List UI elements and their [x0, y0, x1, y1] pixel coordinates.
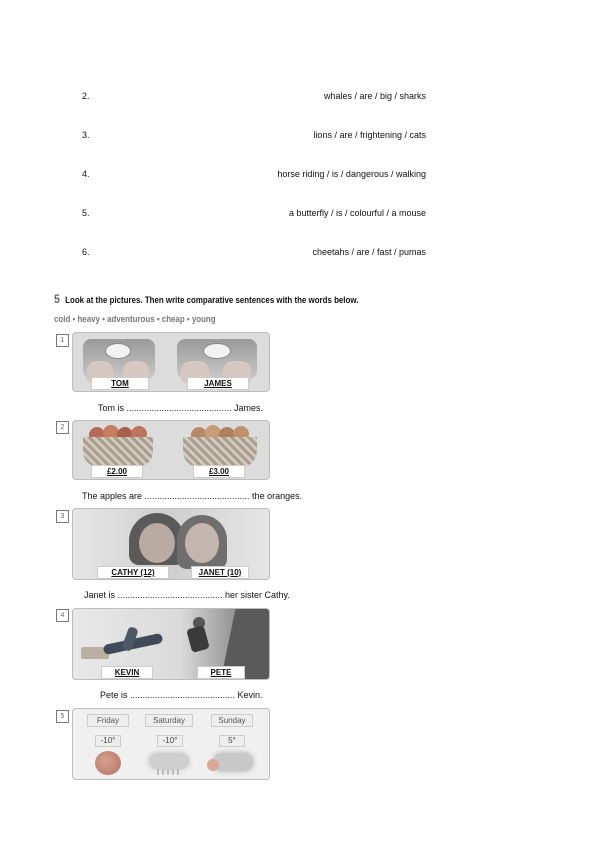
- picture-sisters: [72, 508, 270, 580]
- price-apples: £2.00: [91, 465, 143, 478]
- item-number-box: 1: [56, 334, 69, 347]
- face-cathy: [139, 523, 175, 563]
- picture-weather: [72, 708, 270, 780]
- exercise-heading: [54, 292, 358, 306]
- item-number-box: 2: [56, 421, 69, 434]
- word-bank: cold • heavy • adventurous • cheap • young: [54, 314, 216, 324]
- label-tom: TOM: [91, 377, 149, 390]
- label-cathy: CATHY (12): [97, 566, 169, 579]
- face-janet: [185, 523, 219, 563]
- item-prompt: whales / are / big / sharks: [323, 91, 426, 101]
- scale-dial: [105, 343, 131, 359]
- item-number-box: 3: [56, 510, 69, 523]
- item-number-box: 4: [56, 609, 69, 622]
- basket: [83, 437, 153, 467]
- item-number: 5.: [82, 208, 90, 218]
- label-janet: JANET (10): [191, 566, 249, 579]
- person-pete: [186, 625, 210, 653]
- item-number: 4.: [82, 169, 90, 179]
- snowflakes: [157, 769, 181, 775]
- exercise-instruction: Look at the pictures. Then write comparative sentences with the words below.: [65, 295, 359, 305]
- item-number: 6.: [82, 247, 90, 257]
- picture-fruit-baskets: [72, 420, 270, 480]
- temp-friday: -10°: [95, 735, 121, 747]
- item-prompt: a butterfly / is / colourful / a mouse: [288, 208, 426, 218]
- sentence-line: The apples are .......................................... the oranges.: [82, 491, 303, 501]
- sentence-line: Tom is .......................................... James.: [98, 403, 264, 413]
- price-oranges: £3.00: [193, 465, 245, 478]
- picture-scales: [72, 332, 270, 392]
- item-number: 3.: [82, 130, 90, 140]
- cloud-icon: [213, 753, 253, 771]
- item-number: 2.: [82, 91, 90, 101]
- snow-cloud-icon: [149, 753, 189, 769]
- day-sunday: Sunday: [211, 714, 253, 727]
- basket: [183, 437, 257, 467]
- temp-saturday: -10°: [157, 735, 183, 747]
- picture-kevin-pete: [72, 608, 270, 680]
- scale-dial: [203, 343, 231, 359]
- item-prompt: cheetahs / are / fast / pumas: [312, 247, 426, 257]
- sun-behind-cloud: [207, 759, 219, 771]
- day-saturday: Saturday: [145, 714, 193, 727]
- sun-icon: [95, 751, 121, 775]
- sentence-line: Pete is .......................................... Kevin.: [100, 690, 263, 700]
- sentence-line: Janet is .......................................... her sister Cathy.: [84, 590, 290, 600]
- exercise-number: 5: [54, 292, 60, 306]
- label-pete: PETE: [197, 666, 245, 679]
- item-number-box: 5: [56, 710, 69, 723]
- item-prompt: horse riding / is / dangerous / walking: [277, 169, 426, 179]
- day-friday: Friday: [87, 714, 129, 727]
- label-james: JAMES: [187, 377, 249, 390]
- item-prompt: lions / are / frightening / cats: [313, 130, 426, 140]
- label-kevin: KEVIN: [101, 666, 153, 679]
- temp-sunday: 5°: [219, 735, 245, 747]
